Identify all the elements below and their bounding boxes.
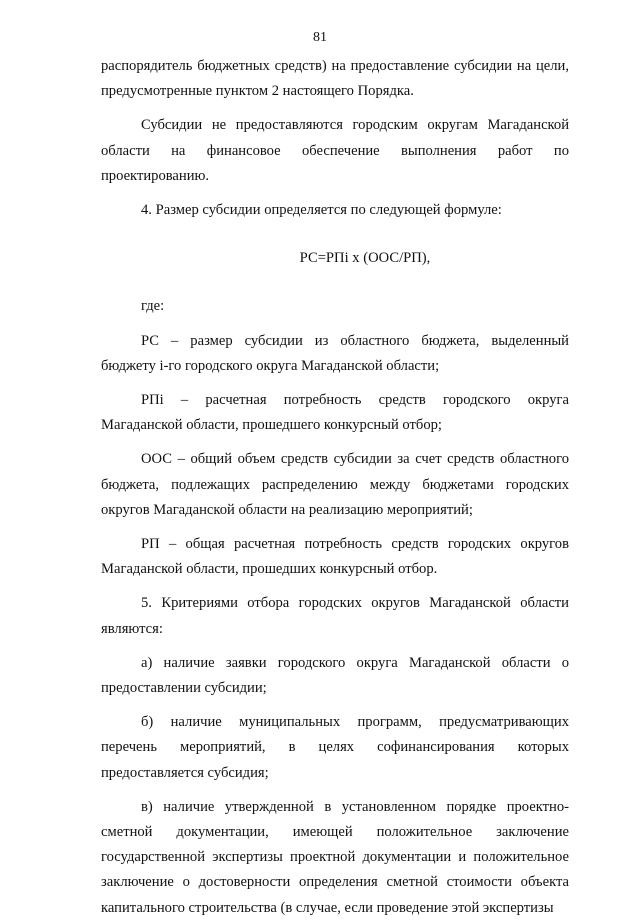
definition-rp: РП – общая расчетная потребность средств городских округов Магаданской области, прошедших конкурсный отбор. (101, 536, 569, 578)
criterion-b: б) наличие муниципальных программ, предусматривающих перечень мероприятий, в целях софинансирования которых предоставляется субсидия; (101, 714, 569, 781)
criterion-v: в) наличие утвержденной в установленном порядке проектно-сметной документации, имеющей положительное заключение государственной экспертизы проектной документации и положительное заключение о достоверности определения сметной стоимости объекта капитального строительства (в случае, если проведение этой экспертизы (101, 798, 569, 916)
paragraph-subsidy-exclusion: Субсидии не предоставляются городским округам Магаданской области на финансовое обеспечение выполнения работ по проектированию. (101, 117, 569, 184)
formula: РС=РПi х (ООС/РП), (299, 250, 431, 267)
definition-rpi: РПi – расчетная потребность средств городского округа Магаданской области, прошедшего конкурсный отбор; (101, 392, 569, 434)
definition-oos: ООС – общий объем средств субсидии за счет средств областного бюджета, подлежащих распределению между бюджетами городских округов Магаданской области на реализацию мероприятий; (101, 451, 569, 518)
page-number: 81 (313, 30, 327, 45)
definition-rs: РС – размер субсидии из областного бюджета, выделенный бюджету i-го городского округа Магаданской области; (101, 332, 569, 374)
criterion-a: а) наличие заявки городского округа Магаданской области о предоставлении субсидии; (101, 654, 569, 697)
paragraph-item-5: 5. Критериями отбора городских округов Магаданской области являются: (101, 595, 569, 637)
formula-where-label: где: (141, 298, 165, 315)
paragraph-continuation: распорядитель бюджетных средств) на предоставление субсидии на цели, предусмотренные пунктом 2 настоящего Порядка. (101, 58, 569, 100)
paragraph-item-4: 4. Размер субсидии определяется по следующей формуле: (141, 202, 502, 219)
document-body (101, 54, 569, 921)
